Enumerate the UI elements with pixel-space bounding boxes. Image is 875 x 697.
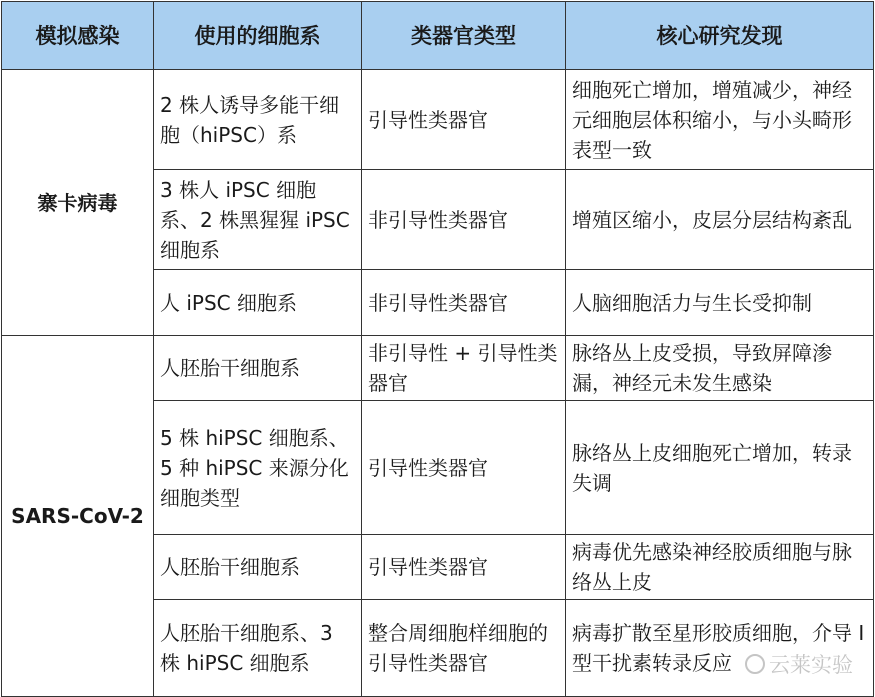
organoid-type-cell: 引导性类器官 (362, 401, 566, 535)
cell-line-cell: 5 株 hiPSC 细胞系、5 种 hiPSC 来源分化细胞类型 (154, 401, 362, 535)
group-label-zika: 寨卡病毒 (2, 70, 154, 336)
cell-line-cell: 人胚胎干细胞系 (154, 336, 362, 401)
watermark-text: 云莱实验 (769, 653, 853, 677)
group-label-sars-cov-2: SARS-CoV-2 (2, 336, 154, 697)
finding-cell: 细胞死亡增加，增殖减少，神经元细胞层体积缩小，与小头畸形表型一致 (566, 70, 874, 170)
header-cell-line: 使用的细胞系 (154, 2, 362, 70)
organoid-type-cell: 非引导性类器官 (362, 170, 566, 270)
header-infection-model: 模拟感染 (2, 2, 154, 70)
table-header-row (2, 2, 874, 70)
organoid-type-cell: 引导性类器官 (362, 535, 566, 600)
table-row (2, 70, 874, 170)
cell-line-cell: 人胚胎干细胞系 (154, 535, 362, 600)
organoid-type-cell: 引导性类器官 (362, 70, 566, 170)
finding-cell: 增殖区缩小，皮层分层结构紊乱 (566, 170, 874, 270)
header-organoid-type: 类器官类型 (362, 2, 566, 70)
cell-line-cell: 3 株人 iPSC 细胞系、2 株黑猩猩 iPSC 细胞系 (154, 170, 362, 270)
cell-line-cell: 2 株人诱导多能干细胞（hiPSC）系 (154, 70, 362, 170)
cell-line-cell: 人 iPSC 细胞系 (154, 270, 362, 336)
organoid-type-cell: 非引导性类器官 (362, 270, 566, 336)
finding-cell: 人脑细胞活力与生长受抑制 (566, 270, 874, 336)
organoid-type-cell: 整合周细胞样细胞的引导性类器官 (362, 600, 566, 697)
cell-line-cell: 人胚胎干细胞系、3 株 hiPSC 细胞系 (154, 600, 362, 697)
finding-cell: 病毒优先感染神经胶质细胞与脉络丛上皮 (566, 535, 874, 600)
organoid-infection-table (1, 1, 874, 697)
finding-cell: 病毒扩散至星形胶质细胞，介导 I 型干扰素转录反应 (566, 600, 874, 697)
organoid-type-cell: 非引导性 + 引导性类器官 (362, 336, 566, 401)
finding-cell: 脉络丛上皮细胞死亡增加，转录失调 (566, 401, 874, 535)
header-core-finding: 核心研究发现 (566, 2, 874, 70)
finding-cell: 脉络丛上皮受损，导致屏障渗漏，神经元未发生感染 (566, 336, 874, 401)
table-row (2, 336, 874, 401)
